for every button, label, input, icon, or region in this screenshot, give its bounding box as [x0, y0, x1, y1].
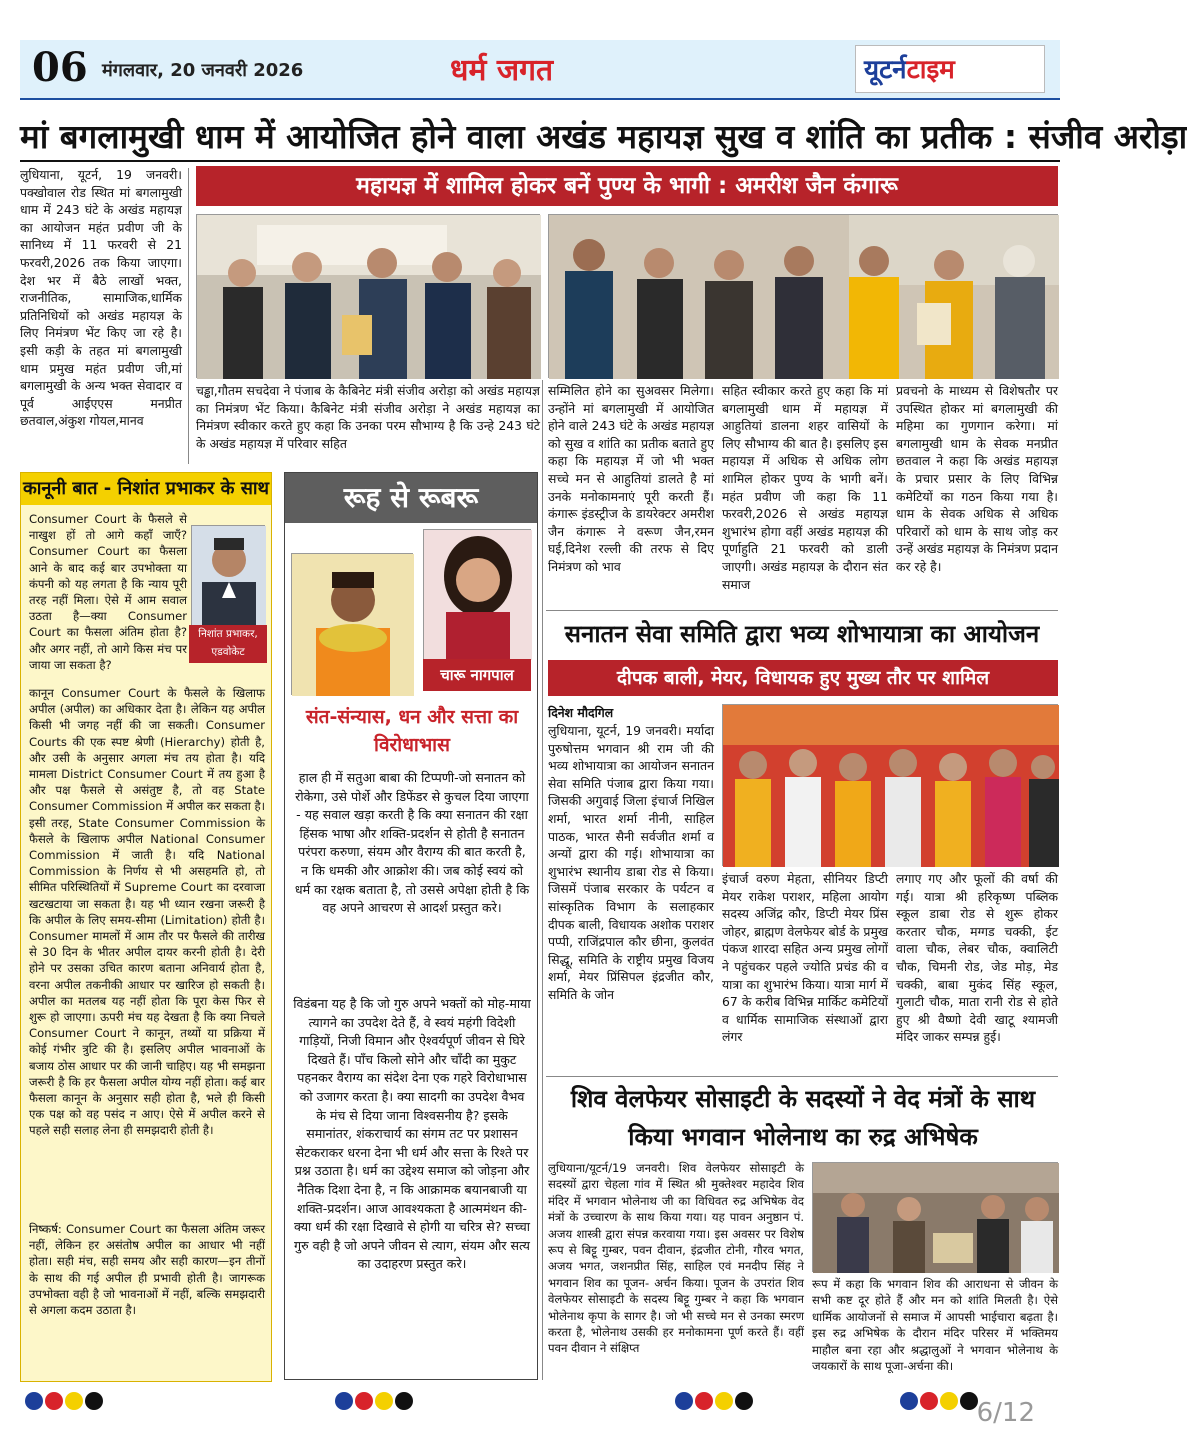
photo-rudra-abhishek [813, 1163, 1059, 1273]
registration-dot [715, 1392, 733, 1410]
main-headline: मां बगलामुखी धाम में आयोजित होने वाला अखंड महायज्ञ सुख व शांति का प्रतीक : संजीव अरोड़ा [20, 117, 1187, 156]
date-line: मंगलवार, 20 जनवरी 2026 [102, 60, 304, 81]
registration-dot [695, 1392, 713, 1410]
baba-portrait-icon [292, 554, 414, 696]
author-tag-nishant [189, 625, 267, 663]
registration-dot [85, 1392, 103, 1410]
story1-col1: लुधियाना, यूटर्न, 19 जनवरी। पक्खोवाल रोड स्थित मां बगलामुखी धाम में 243 घंटे के अखंड महायज्ञ का आयोजन महंत प्रवीण जी के सानिध्य में 11 फरवरी से 21 फरवरी,2026 तक किया जाएगा। देश भर में बैठे लाखों भक्त, राजनीतिक, सामाजिक,धार्मिक प्रतिनिधियों को अखंड महायज्ञ के लिए निमंत्रण भेंट किए जा रहे है। इसी कड़ी के तहत मां बगलामुखी धाम प्रमुख महंत प्रवीण जी,मां बगलामुखी के अन्य भक्त सेवादार व पूर्व आईएएस मनप्रीत छतवाल,अंकुश गोयल,मानव [20, 167, 182, 429]
photo-invitation-minister [197, 215, 541, 379]
registration-dot [375, 1392, 393, 1410]
story1-col3: सम्मिलित होने का सुअवसर मिलेगा। उन्होंने मां बगलामुखी में आयोजित होने वाले 243 घंटे के अखंड महायज्ञ को सुख व शांति का प्रतीक बताते हुए कहा कि महायज्ञ में जो भी भक्त सच्चे मन से आहुतियां डालते है मां उनके मनोकामनाएं पूरी करती हैं। कंगारू इंडस्ट्रीज के डायरेक्टर अमरीश जैन कंगारू ने वरूण जैन,रमन घई,दिनेश रल्ली की तरफ से दिए निमंत्रण को भाव [548, 383, 714, 574]
shobha-col1: लुधियाना, यूटर्न, 19 जनवरी। मर्यादा पुरुषोत्तम भगवान श्री राम जी की भव्य शोभायात्रा का आयोजन सनातन सेवा समिति पंजाब द्वारा किया गया। जिसकी अगुवाई जिला इंचार्ज निखिल शर्मा, भारत शर्मा नीनी, साहिल पाठक, भारत सैनी सर्वजीत शर्मा व अन्यों द्वारा की गई। शोभायात्रा का शुभारंभ स्थानीय डाबा रोड से किया। जिसमें पंजाब सरकार के पर्यटन व सांस्कृतिक विभाग के सलाहकार दीपक बाली, विधायक अशोक पराशर पप्पी, राजिंद्रपाल कौर छीना, कुलवंत सिद्धू, समिति के राष्ट्रीय प्रमुख विजय शर्मा, मेयर प्रिंसिपल इंद्रजीत कौर, समिति के जोन [548, 723, 714, 1002]
registration-dot [45, 1392, 63, 1410]
registration-dot [960, 1392, 978, 1410]
ruh-title: रूह से रूबरू [285, 473, 537, 523]
ruh-se-rubaru-box [284, 472, 538, 1380]
shobha-subhead: दीपक बाली, मेयर, विधायक हुए मुख्य तौर पर शामिल [548, 660, 1058, 696]
kanooni-title: कानूनी बात - निशांत प्रभाकर के साथ [21, 473, 271, 505]
newspaper-logo [855, 45, 1045, 93]
story1-col5: प्रवचनो के माध्यम से विशेषतौर पर उपस्थित होकर मां बगलामुखी की महिमा का गुणगान करेगा। मां बगलामुखी धाम के सेवक मनप्रीत छतवाल ने कहा कि अखंड महायज्ञ के प्रचार प्रसार के लिए विभिन्न कमेटियों का गठन किया गया है। धाम के सेवक अधिक से अधिक परिवारों को धाम के साथ जोड़ कर उन्हें अखंड महायज्ञ के निमंत्रण प्रदान कर रहे है। [896, 383, 1058, 574]
registration-dot [940, 1392, 958, 1410]
shobha-headline: सनातन सेवा समिति द्वारा भव्य शोभायात्रा का आयोजन [564, 620, 1040, 648]
page-indicator: 6/12 [976, 1398, 1035, 1428]
logo-part-1: यूटर्न [864, 55, 907, 85]
author-role: एडवोकेट [211, 646, 245, 658]
story1-subhead: महायज्ञ में शामिल होकर बनें पुण्य के भागी : अमरीश जैन कंगारू [196, 166, 1058, 206]
ruh-author-tag: चारू नागपाल [423, 659, 531, 691]
registration-dot [900, 1392, 918, 1410]
shobha-col2: इंचार्ज वरुण मेहता, सीनियर डिप्टी मेयर राकेश पराशर, महिला आयोग सदस्य अजिंद्र कौर, डिप्टी मेयर प्रिंस जोहर, ब्राह्मण वेलफेयर बोर्ड के प्रमुख पंकज शारदा सहित अन्य प्रमुख लोगों ने पहुंचकर पहले ज्योति प्रचंड की व यात्रा का शुभारंभ किया। यात्रा मार्ग में 67 के करीब विभिन्न मार्किट कमेटियों व धार्मिक सामाजिक संस्थाओं द्वारा लंगर [722, 871, 888, 1045]
story1-photo-right [548, 214, 1058, 378]
registration-dot [675, 1392, 693, 1410]
logo-text [864, 50, 955, 86]
section-divider [546, 610, 1058, 611]
ruh-body-2: विडंबना यह है कि जो गुरु अपने भक्तों को मोह-माया त्यागने का उपदेश देते हैं, वे स्वयं महंगी विदेशी गाड़ियों, निजी विमान और ऐश्वर्यपूर्ण जीवन से घिरे दिखते हैं। पाँच किलो सोने और चाँदी का मुकुट पहनकर वैराग्य का संदेश देना एक गहरे विरोधाभास को उजागर करता है। क्या सादगी का उपदेश वैभव के मंच से दिया जाना विश्वसनीय है? इसके समानांतर, शंकराचार्य का संगम तट पर प्रशासन सेटकराकर धरना देना भी धर्म और सत्ता के रिश्ते पर प्रश्न उठाता है। धर्म का उद्देश्य समाज को जोड़ना और नैतिक दिशा देना है, न कि आक्रामक बयानबाजी या शक्ति-प्रदर्शन। आज आवश्यकता है आत्ममंथन की-क्या धर्म की रक्षा दिखावे से होगी या चरित्र से? सच्चा गुरु वही है जो अपने जीवन से त्याग, संयम और सत्य का उदाहरण प्रस्तुत करे। [293, 996, 531, 1272]
ruh-photo-baba [291, 553, 413, 695]
story1-col4: सहित स्वीकार करते हुए कहा कि मां बगलामुखी धाम में महायज्ञ में आहुतियां डालना शहर वासियों के लिए सौभाग्य की बात है। इसलिए इस महायज्ञ में अधिक से अधिक लोग शामिल होकर पुण्य के भागी बनें। महंत प्रवीण जी कहा कि 11 फरवरी,2026 से अखंड महायज्ञ शुभारंभ होगा वहीं अखंड महायज्ञ की पूर्णाहुति 21 फरवरी को डाली जाएगी। अखंड महायज्ञ के दौरान संत समाज [722, 383, 888, 592]
kanooni-intro: Consumer Court के फैसले से नाखुश हों तो आगे कहाँ जाएँ? Consumer Court का फैसला आने के बाद कई बार उपभोक्ता या कंपनी को यह लगता है कि न्याय पूरी तरह नहीं मिला। ऐसे में आम सवाल उठता है—क्या Consumer Court का फैसला अंतिम होता है? और अगर नहीं, तो आगे किस मंच पर जाया जा सकता है? [29, 512, 187, 672]
shobha-byline: दिनेश मौदगिल [548, 705, 614, 720]
shiv-photo [812, 1162, 1058, 1272]
registration-dot [65, 1392, 83, 1410]
photo-invitation-kangaroo [549, 215, 1059, 379]
section-title: धर्म जगत [450, 53, 554, 88]
registration-dot [355, 1392, 373, 1410]
shiv-col1: लुधियाना/यूटर्न/19 जनवरी। शिव वेलफेयर सोसाइटी के सदस्यों द्वारा चेहला गांव में स्थित श्री मुक्तेश्वर महादेव शिव मंदिर में भगवान भोलेनाथ जी का विधिवत रुद्र अभिषेक वेद मंत्रों के उच्चारण के साथ किया गया। यह पावन अनुष्ठान पं. अजय शास्त्री द्वारा संपन्न करवाया गया। इस अवसर पर विशेष रूप से बिट्टू गुम्बर, पवन दीवान, इंद्रजीत टोनी, गौरव भगत, अजय भगत, जशनप्रीत सिंह, साहिल एवं मनदीप सिंह ने भगवान शिव का पूजन- अर्चन किया। पूजन के उपरांत शिव वेलफेयर सोसाइटी के सदस्य बिट्टू गुम्बर ने कहा कि भगवान भोलेनाथ कृपा के सागर है। जो भी सच्चे मन से उनका स्मरण करता है, भोलेनाथ उसकी हर मनोकामना पूर्ण करते हैं। वहीं पवन दीवान ने संक्षिप्त [548, 1161, 804, 1356]
author-photo-nishant [191, 525, 265, 625]
shiv-headline: शिव वेलफेयर सोसाइटी के सदस्यों ने वेद मंत्रों के साथ किया भगवान भोलेनाथ का रुद्र अभिषेक [570, 1085, 1036, 1151]
column-divider [542, 380, 543, 1380]
ruh-heading: संत-संन्यास, धन और सत्ता का विरोधाभास [305, 706, 519, 756]
logo-part-2: टाइम [906, 55, 955, 85]
registration-dot [395, 1392, 413, 1410]
author-name: निशांत प्रभाकर, [198, 628, 258, 640]
shobha-photo [722, 704, 1058, 866]
registration-dot [920, 1392, 938, 1410]
registration-dot [335, 1392, 353, 1410]
section-divider [546, 1076, 1058, 1077]
author-portrait-icon [192, 526, 266, 626]
column-divider [188, 168, 189, 464]
registration-dot [735, 1392, 753, 1410]
story1-caption: चड्ढा,गौतम सचदेवा ने पंजाब के कैबिनेट मंत्री संजीव अरोड़ा को अखंड महायज्ञ का निमंत्रण भेंट किया। कैबिनेट मंत्री संजीव अरोड़ा ने अखंड महायज्ञ का निमंत्रण स्वीकार करते हुए कहा कि उनका परम सौभाग्य है कि उन्हे 243 घंटे के अखंड महायज्ञ में परिवार सहित [196, 383, 540, 451]
story1-photo-left [196, 214, 540, 378]
author-portrait-charu-icon [424, 530, 532, 660]
ruh-body-1: हाल ही में सतुआ बाबा की टिप्पणी-जो सनातन को रोकेगा, उसे पोर्शे और डिफेंडर से कुचल दिया जाएगा - यह सवाल खड़ा करती है कि क्या सनातन की रक्षा हिंसक भाषा और शक्ति-प्रदर्शन से होती है सनातन परंपरा करुणा, संयम और वैराग्य की बात करती है, न कि धमकी और आक्रोश की। जब कोई स्वयं को धर्म का रक्षक बताता है, तो उससे अपेक्षा होती है कि वह अपने आचरण से आदर्श प्रस्तुत करे। [294, 770, 530, 916]
registration-dot [25, 1392, 43, 1410]
photo-shobhayatra [723, 705, 1059, 867]
page-number: 06 [32, 44, 88, 91]
kanooni-baat-box [20, 472, 272, 1382]
shiv-col2: रूप में कहा कि भगवान शिव की आराधना से जीवन के सभी कष्ट दूर होते हैं और मन को शांति मिलती है। ऐसे धार्मिक आयोजनों से समाज में आपसी भाईचारा बढ़ता है। इस रुद्र अभिषेक के दौरान मंदिर परिसर में भक्तिमय माहौल बना रहा और श्रद्धालुओं ने भगवान भोलेनाथ के जयकारों के साथ पूजा-अर्चना की। [812, 1277, 1058, 1374]
ruh-photo-author [423, 529, 531, 659]
shobha-col3: लगाए गए और फूलों की वर्षा की गई। यात्रा श्री हरिकृष्ण पब्लिक स्कूल डाबा रोड से शुरू होकर करतार चौक, मग्गड चक्की, ईट वाला चौक, लेबर चौक, क्वालिटी चौक, चिमनी रोड, जेड मोड़, मेड चक्की, बाबा मुकंद सिंह स्कूल, गुलाटी चौक, माता रानी रोड से होते हुए श्री वैष्णो देवी खाटू श्यामजी मंदिर जाकर सम्पन्न हुई। [896, 871, 1058, 1045]
kanooni-body: कानून Consumer Court के फैसले के खिलाफ अपील (अपील) का अधिकार देता है। लेकिन यह अपील किसी भी जगह नहीं की जा सकती। Consumer Courts की एक स्पष्ट श्रेणी (Hierarchy) होती है, और उसी के अनुसार अगला मंच तय होता है। यदि मामला District Consumer Court में तय हुआ है और पक्ष फैसले से असंतुष्ट है, तो वह State Consumer Commission में अपील कर सकता है। इसी तरह, State Consumer Commission के फैसले के खिलाफ अपील National Consumer Commission में जाती है। यदि National Commission के निर्णय से भी असहमति हो, तो सीमित परिस्थितियों में Supreme Court का दरवाजा खटखटाया जा सकता है। यह भी ध्यान रखना जरूरी है कि अपील के लिए समय-सीमा (Limitation) होती है। Consumer मामलों में आम तौर पर फैसले की तारीख से 30 दिन के भीतर अपील दायर करनी होती है। देरी होने पर उसका उचित कारण बताना अनिवार्य होता है, वरना अपील तकनीकी आधार पर खारिज हो सकती है। अपील का मतलब यह नहीं होता कि पूरा केस फिर से शुरू हो जाएगा। ऊपरी मंच यह देखता है कि क्या निचले Consumer Court ने कानून, तथ्यों या प्रक्रिया में कोई गंभीर त्रुटि की है। इसलिए अपील भावनाओं के बजाय ठोस आधार पर की जानी चाहिए। यह भी समझना जरूरी है कि हर फैसला अपील योग्य नहीं होता। कई बार फैसला कानून के अनुसार सही होता है, भले ही किसी एक पक्ष को वह पसंद न आए। ऐसे में अपील करने से पहले सही सलाह लेना ही समझदारी होती है। [29, 686, 265, 1138]
headline-rule [20, 160, 1060, 162]
kanooni-conclusion: निष्कर्ष: Consumer Court का फैसला अंतिम जरूर नहीं, लेकिन हर असंतोष अपील का आधार भी नहीं होता। सही मंच, सही समय और सही कारण—इन तीनों के साथ की गई अपील ही प्रभावी होती है। जागरूक उपभोक्ता वही है जो भावनाओं में नहीं, बल्कि समझदारी से अगला कदम उठाता है। [29, 1222, 265, 1318]
masthead [20, 40, 1060, 100]
